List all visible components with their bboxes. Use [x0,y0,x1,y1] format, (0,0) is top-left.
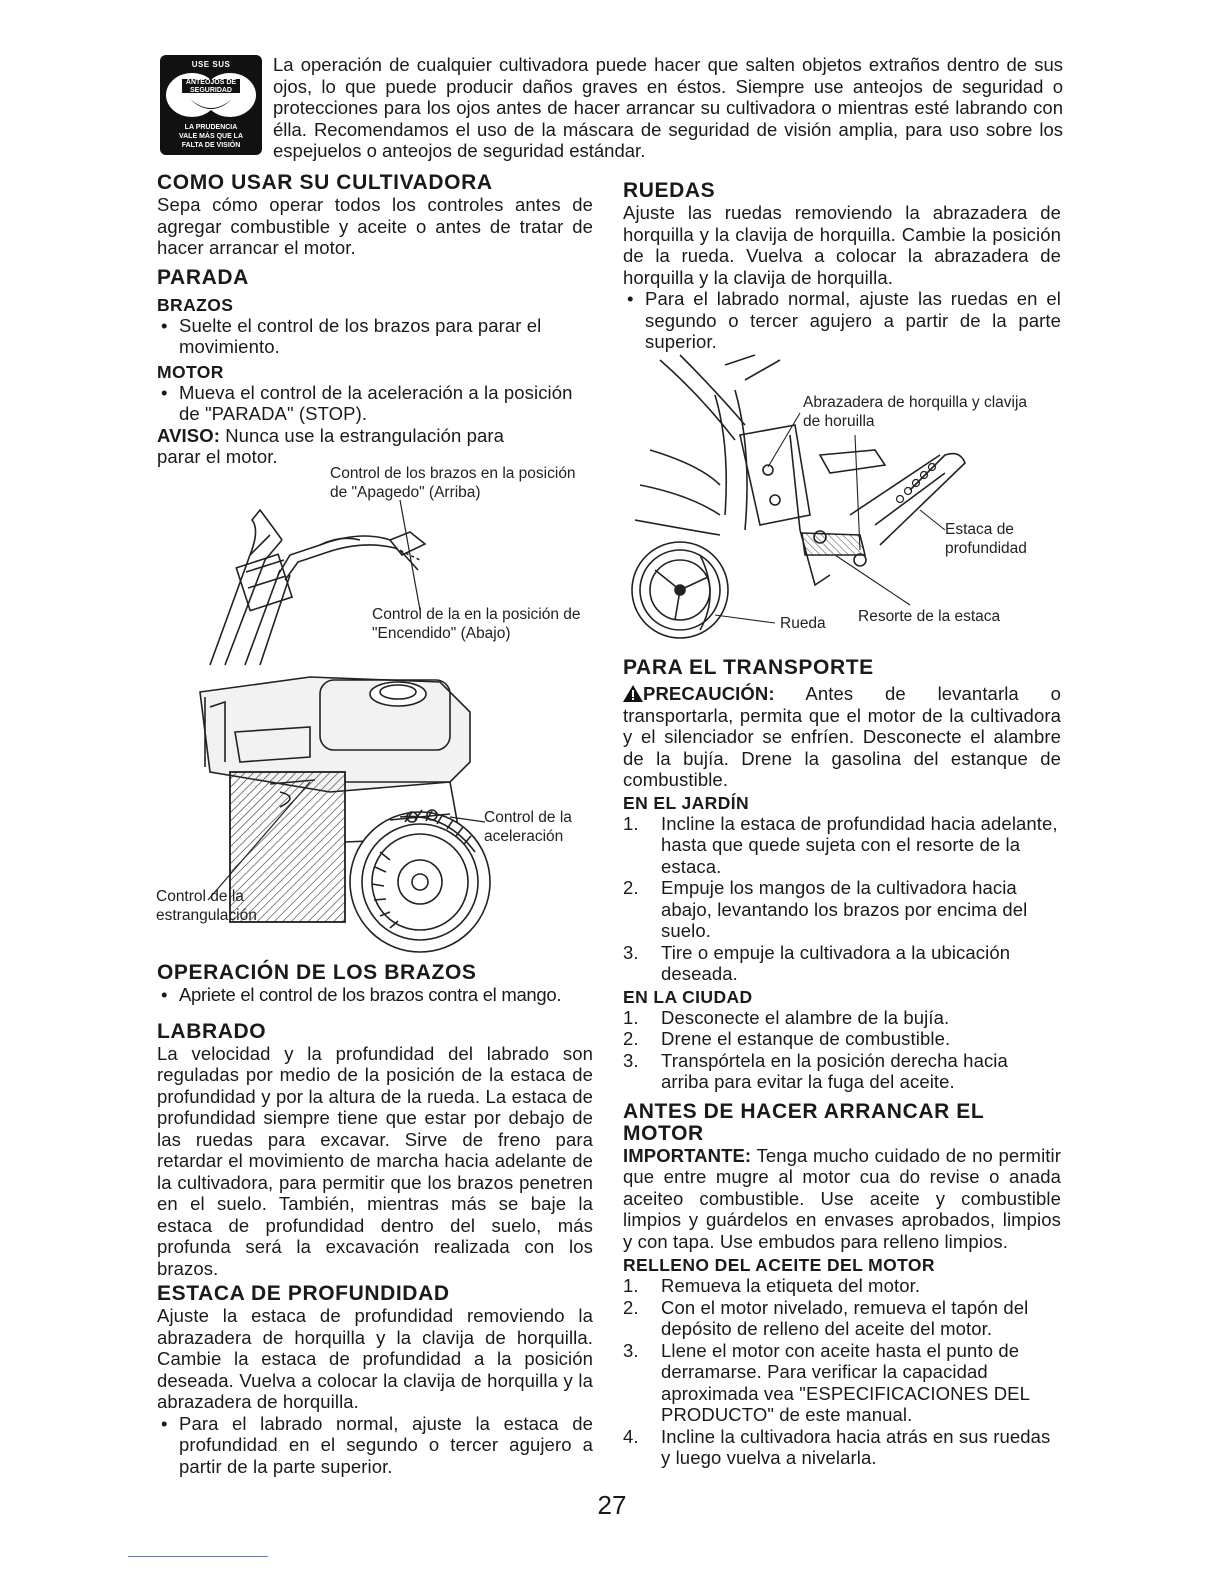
caution-paragraph [623,683,1061,791]
estaca-text: Ajuste la estaca de profundidad removiendo la abrazadera de horquilla y la clavija de horquilla. Cambie la estaca de profundidad a la posición deseada. Vuelva a colocar la clavija de horquilla y la abrazadera de horquilla. [157,1305,593,1412]
motor-bullet: • Mueva el control de la aceleración a la posición de "PARADA" (STOP). [157,382,593,425]
important-paragraph [623,1145,1061,1253]
heading-parada: PARADA [157,265,249,289]
step-text: Incline la estaca de profundidad hacia adelante, hasta que quede sujeta con el resorte de la estaca. [661,812,1058,877]
step-text: Transpórtela en la posición derecha hacia arriba para evitar la fuga del aceite. [661,1049,1008,1092]
footer-rule [128,1556,268,1557]
estaca-bullet: • Para el labrado normal, ajuste la estaca de profundidad en el segundo o tercer agujero a partir de la parte superior. [157,1413,593,1478]
ruedas-text: Ajuste las ruedas removiendo la abrazadera de horquilla y la clavija de horquilla. Cambie la posición de la rueda. Vuelva a colocar la abrazadera de horquilla y la clavija de horquilla. [623,202,1061,288]
callout-arms-on: Control de la en la posición de "Encendido" (Abajo) [372,606,581,642]
step-number: 3. [623,1339,639,1361]
badge-line-2: ANTEOJOS DE [185,79,237,86]
engine-figure [150,672,595,962]
jardin-steps-list [623,813,1061,985]
important-label: IMPORTANTE: [623,1144,752,1166]
operacion-bullet: • Apriete el control de los brazos contra el mango. [157,984,593,1006]
jardin-step [623,813,1061,878]
right-column-bottom [623,657,1061,1469]
step-number: 1. [623,812,639,834]
left-column-top [157,172,593,468]
step-number: 1. [623,1006,639,1028]
aviso-label: AVISO: [157,424,220,446]
callout-arms-off: Control de los brazos en la posición de "Apagedo" (Arriba) [330,465,576,501]
step-number: 1. [623,1275,639,1296]
ciudad-step [623,1050,1061,1093]
relleno-step [623,1275,1061,1297]
aviso-text: Nunca use la estrangulación para parar el motor. [157,424,505,467]
badge-line-4: LA PRUDENCIA [184,124,238,131]
step-number: 3. [623,941,639,963]
heading-motor: MOTOR [157,361,224,382]
como-usar-text: Sepa cómo operar todos los controles antes de agregar combustible y aceite o antes de tratar de hacer arrancar el motor. [157,194,593,258]
left-column-bottom [157,962,593,1477]
callout-clip-pin: Abrazadera de horquilla y clavija de horuilla [803,394,1028,430]
step-number: 2. [623,1296,639,1318]
callout-depth-stake: Estaca de profundidad [945,521,1027,557]
callout-choke: Control de la estrangulación [156,888,257,924]
caution-text: Antes de levantarla o transportarla, permita que el motor de la cultivadora y el silenciador se enfríen. Desconecte el alambre de la bujía. Drene la gasolina del estanque de combustible. [623,683,1061,790]
safety-goggles-badge [160,55,262,155]
heading-ruedas: RUEDAS [623,179,716,202]
handle-control-figure [190,460,590,670]
relleno-step [623,1297,1061,1340]
page-number: 27 [597,1490,627,1520]
step-text: Tire o empuje la cultivadora a la ubicación deseada. [661,941,1011,984]
step-text: Llene el motor con aceite hasta el punto de derramarse. Para verificar la capacidad aproximada vea "ESPECIFICACIONES DEL PRODUCTO" de este manual. [661,1339,1030,1425]
brazos-bullet: • Suelte el control de los brazos para parar el movimiento. [157,315,593,358]
warning-triangle-icon [623,685,643,702]
heading-estaca: ESTACA DE PROFUNDIDAD [157,1282,450,1305]
heading-como-usar: COMO USAR SU CULTIVADORA [157,171,493,194]
labrado-text: La velocidad y la profundidad del labrado son reguladas por medio de la posición de la estaca de profundidad y por la altura de la rueda. La estaca de profundidad siempre tiene que estar por debajo de las ruedas para excavar. Sirve de freno para retardar el movimiento de marcha hacia adelante de la cultivadora, para permitir que los brazos penetren en el suelo. También, mientras más se baje la estaca de profundidad dentro del suelo, más profunda será la excavación realizada con los brazos. [157,1042,593,1279]
badge-line-6: FALTA DE VISIÓN [181,142,241,149]
relleno-step [623,1340,1061,1426]
step-text: Empuje los mangos de la cultivadora hacia abajo, levantando los brazos por encima del suelo. [661,877,1028,941]
wheel-depth-stake-figure [620,355,1060,645]
heading-jardin: EN EL JARDÍN [623,792,750,813]
right-column-top [623,180,1061,353]
step-text: Desconecte el alambre de la bujía. [661,1006,950,1028]
ciudad-steps-list [623,1007,1061,1093]
callout-throttle: Control de la aceleración [484,809,572,845]
heading-antes: ANTES DE HACER ARRANCAR EL MOTOR [623,1099,984,1145]
ciudad-step [623,1007,1061,1029]
caution-label: PRECAUCIÓN: [643,683,775,704]
badge-line-3: SEGURIDAD [189,87,232,94]
heading-transporte: PARA EL TRANSPORTE [623,656,874,679]
step-text: Remueva la etiqueta del motor. [661,1275,921,1296]
heading-ciudad: EN LA CIUDAD [623,986,753,1007]
important-text: Tenga mucho cuidado de no permitir que entre mugre al motor cua do revise o anada aceiteo combustible. Use aceite y combustible limpios y guárdelos en envases aprobados, limpios y con tapa. Use embudos para relleno limpios. [623,1144,1061,1252]
step-text: Con el motor nivelado, remueva el tapón del depósito de relleno del aceite del motor. [661,1296,1029,1339]
badge-line-5: VALE MÁS QUE LA [178,133,244,140]
intro-paragraph: La operación de cualquier cultivadora puede hacer que salten objetos extraños dentro de sus ojos, lo que puede producir daños graves en éstos. Siempre use anteojos de seguridad o protecciones para los ojos antes de hacer arrancar su cultivadora o mientras esté labrando con élla. Recomendamos el uso de la máscara de seguridad de visión amplia, para uso sobre los espejuelos o anteojos de seguridad estándar. [273,54,1063,161]
step-number: 4. [623,1425,639,1447]
jardin-step [623,877,1061,942]
ruedas-bullet: • Para el labrado normal, ajuste las ruedas en el segundo o tercer agujero a partir de la parte superior. [623,288,1061,353]
heading-labrado: LABRADO [157,1019,267,1043]
relleno-steps-list [623,1275,1061,1469]
heading-relleno: RELLENO DEL ACEITE DEL MOTOR [623,1255,935,1275]
step-text: Drene el estanque de combustible. [661,1028,951,1049]
callout-wheel: Rueda [780,615,826,632]
jardin-step [623,942,1061,985]
goggles-icon [160,69,262,123]
heading-operacion: OPERACIÓN DE LOS BRAZOS [157,961,477,984]
relleno-step [623,1426,1061,1469]
ciudad-step [623,1028,1061,1050]
step-number: 3. [623,1049,639,1071]
step-number: 2. [623,877,639,898]
badge-line-1: USE SUS [191,60,231,69]
step-number: 2. [623,1028,639,1049]
step-text: Incline la cultivadora hacia atrás en sus ruedas y luego vuelva a nivelarla. [661,1425,1051,1468]
callout-stake-spring: Resorte de la estaca [858,608,1001,625]
heading-brazos: BRAZOS [157,294,234,315]
